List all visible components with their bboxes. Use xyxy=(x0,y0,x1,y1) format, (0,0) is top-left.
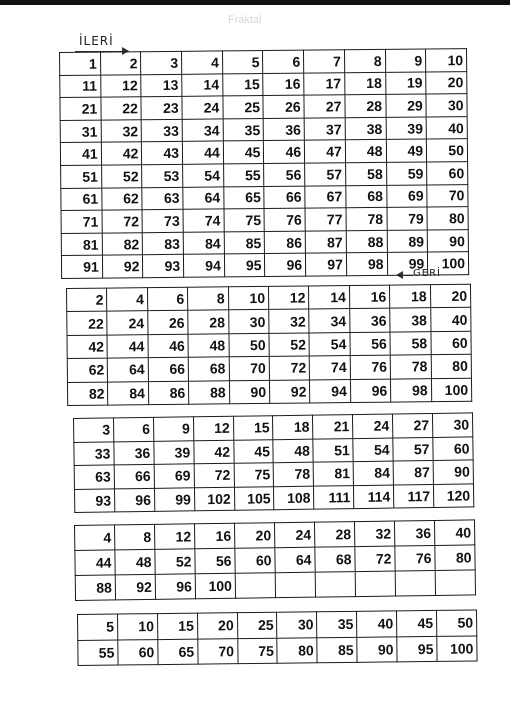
number-cell: 72 xyxy=(355,546,395,572)
number-cell: 55 xyxy=(223,164,264,187)
number-cell: 6 xyxy=(147,287,188,311)
number-cell: 83 xyxy=(143,232,184,255)
number-cell: 94 xyxy=(310,379,351,403)
number-cell: 42 xyxy=(67,335,108,359)
handwritten-forward-note xyxy=(79,34,114,48)
number-cell: 96 xyxy=(350,379,391,403)
number-cell: 25 xyxy=(237,612,277,638)
number-table-counting-by-5 xyxy=(77,609,478,666)
number-cell: 1 xyxy=(60,52,101,75)
number-cell: 24 xyxy=(353,414,393,438)
scan-top-edge xyxy=(0,0,510,5)
number-cell: 58 xyxy=(390,331,431,355)
number-cell: 46 xyxy=(148,334,189,358)
number-cell: 44 xyxy=(107,334,148,358)
number-cell: 56 xyxy=(195,548,235,574)
number-cell: 57 xyxy=(393,437,433,461)
number-cell: 80 xyxy=(277,637,317,663)
number-cell: 13 xyxy=(141,74,182,97)
number-cell: 10 xyxy=(228,286,269,310)
number-cell: 54 xyxy=(353,438,393,462)
number-cell: 27 xyxy=(304,95,345,118)
number-cell: 66 xyxy=(114,464,154,488)
number-cell xyxy=(235,573,275,599)
number-cell: 9 xyxy=(385,49,426,72)
number-cell xyxy=(435,570,475,596)
table-row xyxy=(61,252,468,279)
number-cell: 24 xyxy=(274,522,314,548)
number-cell: 111 xyxy=(314,485,354,509)
number-cell: 63 xyxy=(74,465,114,489)
number-cell: 80 xyxy=(431,354,472,378)
number-cell: 50 xyxy=(427,139,468,162)
number-cell: 4 xyxy=(182,51,223,74)
number-cell: 75 xyxy=(237,638,277,664)
number-cell: 92 xyxy=(115,574,155,600)
number-cell: 79 xyxy=(387,207,428,230)
number-cell: 52 xyxy=(269,333,310,357)
number-cell: 60 xyxy=(118,639,158,665)
number-cell: 40 xyxy=(426,116,467,139)
number-cell: 76 xyxy=(395,545,435,571)
number-cell: 93 xyxy=(143,255,184,278)
number-cell: 54 xyxy=(183,164,224,187)
number-cell: 76 xyxy=(264,208,305,231)
number-cell: 28 xyxy=(314,522,354,548)
number-cell: 96 xyxy=(114,488,154,512)
number-cell: 9 xyxy=(153,417,193,441)
number-cell: 16 xyxy=(349,285,390,309)
number-cell: 64 xyxy=(108,358,149,382)
table-row xyxy=(75,570,475,601)
number-cell: 97 xyxy=(306,253,347,276)
number-cell: 20 xyxy=(197,613,237,639)
number-table-counting-by-2 xyxy=(66,284,472,406)
number-cell: 29 xyxy=(385,94,426,117)
number-cell: 32 xyxy=(269,309,310,333)
number-cell: 96 xyxy=(155,574,195,600)
number-cell: 44 xyxy=(75,550,115,576)
number-cell: 59 xyxy=(386,162,427,185)
number-table-counting-by-1 xyxy=(59,48,469,279)
number-cell: 3 xyxy=(141,51,182,74)
number-cell: 64 xyxy=(183,186,224,209)
number-cell: 16 xyxy=(263,73,304,96)
number-cell: 45 xyxy=(233,439,273,463)
number-cell: 26 xyxy=(148,311,189,335)
number-cell: 18 xyxy=(390,285,431,309)
number-cell: 117 xyxy=(394,484,434,508)
number-cell: 7 xyxy=(304,50,345,73)
number-cell: 76 xyxy=(350,355,391,379)
number-cell: 24 xyxy=(107,311,148,335)
number-cell: 40 xyxy=(357,611,397,637)
number-table-counting-by-4 xyxy=(74,519,476,601)
number-cell: 89 xyxy=(387,230,428,253)
number-cell: 65 xyxy=(224,186,265,209)
number-cell: 60 xyxy=(430,331,471,355)
number-cell: 48 xyxy=(188,334,229,358)
number-cell: 105 xyxy=(234,486,274,510)
number-cell: 18 xyxy=(345,72,386,95)
number-cell: 68 xyxy=(346,185,387,208)
number-cell: 21 xyxy=(313,415,353,439)
number-cell: 102 xyxy=(194,487,234,511)
number-cell: 2 xyxy=(100,52,141,75)
number-cell: 12 xyxy=(154,524,194,550)
number-cell: 12 xyxy=(100,74,141,97)
number-cell: 72 xyxy=(194,463,234,487)
table-row xyxy=(67,378,471,406)
number-cell: 98 xyxy=(346,253,387,276)
number-cell: 30 xyxy=(228,310,269,334)
number-cell xyxy=(395,570,435,596)
number-cell: 25 xyxy=(223,96,264,119)
number-cell: 64 xyxy=(275,547,315,573)
number-cell: 88 xyxy=(346,230,387,253)
number-cell: 82 xyxy=(102,232,143,255)
number-cell: 12 xyxy=(268,286,309,310)
number-cell: 90 xyxy=(433,460,473,484)
number-cell: 90 xyxy=(427,229,468,252)
number-cell: 62 xyxy=(67,358,108,382)
number-cell xyxy=(355,571,395,597)
number-cell: 42 xyxy=(193,440,233,464)
number-cell: 88 xyxy=(189,380,230,404)
number-cell: 5 xyxy=(222,51,263,74)
number-cell: 61 xyxy=(61,188,102,211)
number-cell: 49 xyxy=(386,139,427,162)
table-row xyxy=(74,483,473,512)
number-cell: 40 xyxy=(434,520,474,546)
number-cell: 78 xyxy=(346,208,387,231)
number-cell: 63 xyxy=(142,187,183,210)
number-cell: 71 xyxy=(61,210,102,233)
number-cell: 100 xyxy=(437,635,477,661)
number-cell: 33 xyxy=(142,119,183,142)
number-cell: 50 xyxy=(436,610,476,636)
number-cell: 20 xyxy=(426,71,467,94)
number-cell: 6 xyxy=(263,50,304,73)
faint-bleed-through-text: Fraktal xyxy=(228,14,262,26)
number-cell: 14 xyxy=(182,74,223,97)
number-cell: 18 xyxy=(273,415,313,439)
number-cell: 68 xyxy=(315,547,355,573)
number-cell: 78 xyxy=(390,355,431,379)
number-table-counting-by-3 xyxy=(73,412,474,513)
number-cell: 34 xyxy=(309,309,350,333)
number-cell: 30 xyxy=(426,94,467,117)
number-cell: 95 xyxy=(224,254,265,277)
number-cell: 56 xyxy=(350,332,391,356)
number-cell: 84 xyxy=(183,232,224,255)
number-cell: 8 xyxy=(344,49,385,72)
number-cell: 92 xyxy=(269,380,310,404)
number-cell: 15 xyxy=(222,73,263,96)
number-cell: 39 xyxy=(386,117,427,140)
number-cell: 5 xyxy=(78,614,118,640)
number-cell: 80 xyxy=(427,207,468,230)
number-cell: 95 xyxy=(397,636,437,662)
number-cell: 100 xyxy=(431,378,472,402)
number-cell: 57 xyxy=(305,163,346,186)
number-cell: 99 xyxy=(387,252,428,275)
number-cell: 52 xyxy=(101,165,142,188)
number-cell: 74 xyxy=(183,209,224,232)
number-cell: 99 xyxy=(154,487,194,511)
number-cell: 84 xyxy=(353,461,393,485)
number-cell: 91 xyxy=(61,255,102,278)
number-cell: 42 xyxy=(101,142,142,165)
forward-note-label: İLERİ xyxy=(79,34,114,48)
number-cell: 32 xyxy=(101,119,142,142)
number-cell: 32 xyxy=(354,521,394,547)
number-cell: 94 xyxy=(184,254,225,277)
number-cell: 85 xyxy=(317,637,357,663)
number-cell: 108 xyxy=(274,486,314,510)
number-cell: 48 xyxy=(345,140,386,163)
number-cell: 45 xyxy=(223,141,264,164)
number-cell: 46 xyxy=(264,141,305,164)
number-cell: 86 xyxy=(265,231,306,254)
number-cell: 72 xyxy=(269,356,310,380)
number-cell xyxy=(315,572,355,598)
number-cell: 4 xyxy=(107,288,148,312)
number-cell: 4 xyxy=(75,525,115,551)
number-cell: 66 xyxy=(264,186,305,209)
number-cell: 16 xyxy=(194,523,234,549)
number-cell: 22 xyxy=(67,311,108,335)
number-cell: 92 xyxy=(102,255,143,278)
number-cell: 33 xyxy=(74,441,114,465)
number-cell: 27 xyxy=(393,413,433,437)
number-cell: 77 xyxy=(305,208,346,231)
number-cell: 37 xyxy=(304,118,345,141)
table-row xyxy=(78,635,477,665)
number-cell: 41 xyxy=(60,142,101,165)
number-cell: 62 xyxy=(101,187,142,210)
number-cell: 120 xyxy=(433,483,473,507)
number-cell: 84 xyxy=(108,381,149,405)
number-cell: 21 xyxy=(60,97,101,120)
number-cell: 56 xyxy=(264,163,305,186)
number-cell: 8 xyxy=(115,524,155,550)
number-cell: 55 xyxy=(78,640,118,666)
number-cell: 36 xyxy=(349,309,390,333)
number-cell: 75 xyxy=(234,463,274,487)
number-cell: 66 xyxy=(148,357,189,381)
number-cell: 17 xyxy=(304,72,345,95)
number-cell: 88 xyxy=(75,575,115,601)
number-cell: 48 xyxy=(115,549,155,575)
number-cell: 36 xyxy=(394,520,434,546)
number-cell: 51 xyxy=(61,165,102,188)
number-cell: 75 xyxy=(224,209,265,232)
number-cell: 80 xyxy=(435,545,475,571)
number-cell: 2 xyxy=(67,288,108,312)
number-cell: 60 xyxy=(235,548,275,574)
number-cell: 60 xyxy=(427,162,468,185)
number-cell: 43 xyxy=(142,142,183,165)
number-cell: 69 xyxy=(386,185,427,208)
number-cell: 52 xyxy=(155,549,195,575)
number-cell: 65 xyxy=(158,639,198,665)
number-cell: 39 xyxy=(154,440,194,464)
number-cell: 70 xyxy=(229,357,270,381)
number-cell: 81 xyxy=(61,233,102,256)
number-cell: 70 xyxy=(197,638,237,664)
number-cell: 78 xyxy=(274,462,314,486)
number-cell: 86 xyxy=(148,381,189,405)
number-cell: 50 xyxy=(229,333,270,357)
number-cell: 28 xyxy=(188,310,229,334)
number-cell: 34 xyxy=(182,119,223,142)
number-cell: 15 xyxy=(233,416,273,440)
number-cell: 11 xyxy=(60,75,101,98)
number-cell: 60 xyxy=(433,436,473,460)
number-cell: 68 xyxy=(188,357,229,381)
number-cell: 96 xyxy=(265,253,306,276)
number-cell: 98 xyxy=(391,378,432,402)
number-cell: 26 xyxy=(263,95,304,118)
number-cell: 23 xyxy=(141,97,182,120)
number-cell: 70 xyxy=(427,184,468,207)
back-note-label: GERİ xyxy=(413,268,441,279)
number-cell: 12 xyxy=(193,416,233,440)
number-cell: 38 xyxy=(390,308,431,332)
number-cell: 67 xyxy=(305,185,346,208)
number-cell: 36 xyxy=(114,441,154,465)
number-cell: 51 xyxy=(313,438,353,462)
number-cell: 10 xyxy=(117,614,157,640)
number-cell: 82 xyxy=(67,382,108,406)
number-cell: 90 xyxy=(229,380,270,404)
number-cell: 38 xyxy=(345,117,386,140)
number-cell: 30 xyxy=(277,612,317,638)
number-cell: 81 xyxy=(313,462,353,486)
number-cell: 15 xyxy=(157,613,197,639)
number-cell: 100 xyxy=(428,252,469,275)
number-cell: 100 xyxy=(195,573,235,599)
number-cell: 87 xyxy=(393,460,433,484)
number-cell: 45 xyxy=(397,610,437,636)
number-cell: 20 xyxy=(234,523,274,549)
number-cell: 69 xyxy=(154,464,194,488)
number-cell: 30 xyxy=(432,413,472,437)
number-cell: 36 xyxy=(264,118,305,141)
number-cell: 44 xyxy=(182,141,223,164)
number-cell: 22 xyxy=(101,97,142,120)
number-cell xyxy=(275,572,315,598)
number-cell: 74 xyxy=(310,356,351,380)
number-cell: 8 xyxy=(188,287,229,311)
number-cell: 6 xyxy=(113,417,153,441)
number-cell: 20 xyxy=(430,284,471,308)
number-cell: 14 xyxy=(309,286,350,310)
number-cell: 47 xyxy=(304,140,345,163)
number-cell: 85 xyxy=(224,231,265,254)
number-cell: 28 xyxy=(345,95,386,118)
number-cell: 93 xyxy=(74,488,114,512)
number-cell: 73 xyxy=(142,209,183,232)
number-cell: 24 xyxy=(182,96,223,119)
number-cell: 114 xyxy=(354,485,394,509)
number-cell: 72 xyxy=(102,210,143,233)
number-cell: 40 xyxy=(430,308,471,332)
number-cell: 19 xyxy=(385,72,426,95)
number-cell: 87 xyxy=(305,231,346,254)
number-cell: 31 xyxy=(60,120,101,143)
number-cell: 10 xyxy=(426,49,467,72)
number-cell: 53 xyxy=(142,164,183,187)
number-cell: 58 xyxy=(345,162,386,185)
number-cell: 3 xyxy=(74,418,114,442)
number-cell: 35 xyxy=(223,118,264,141)
number-cell: 54 xyxy=(309,332,350,356)
number-cell: 35 xyxy=(317,611,357,637)
number-cell: 48 xyxy=(273,439,313,463)
number-cell: 90 xyxy=(357,636,397,662)
